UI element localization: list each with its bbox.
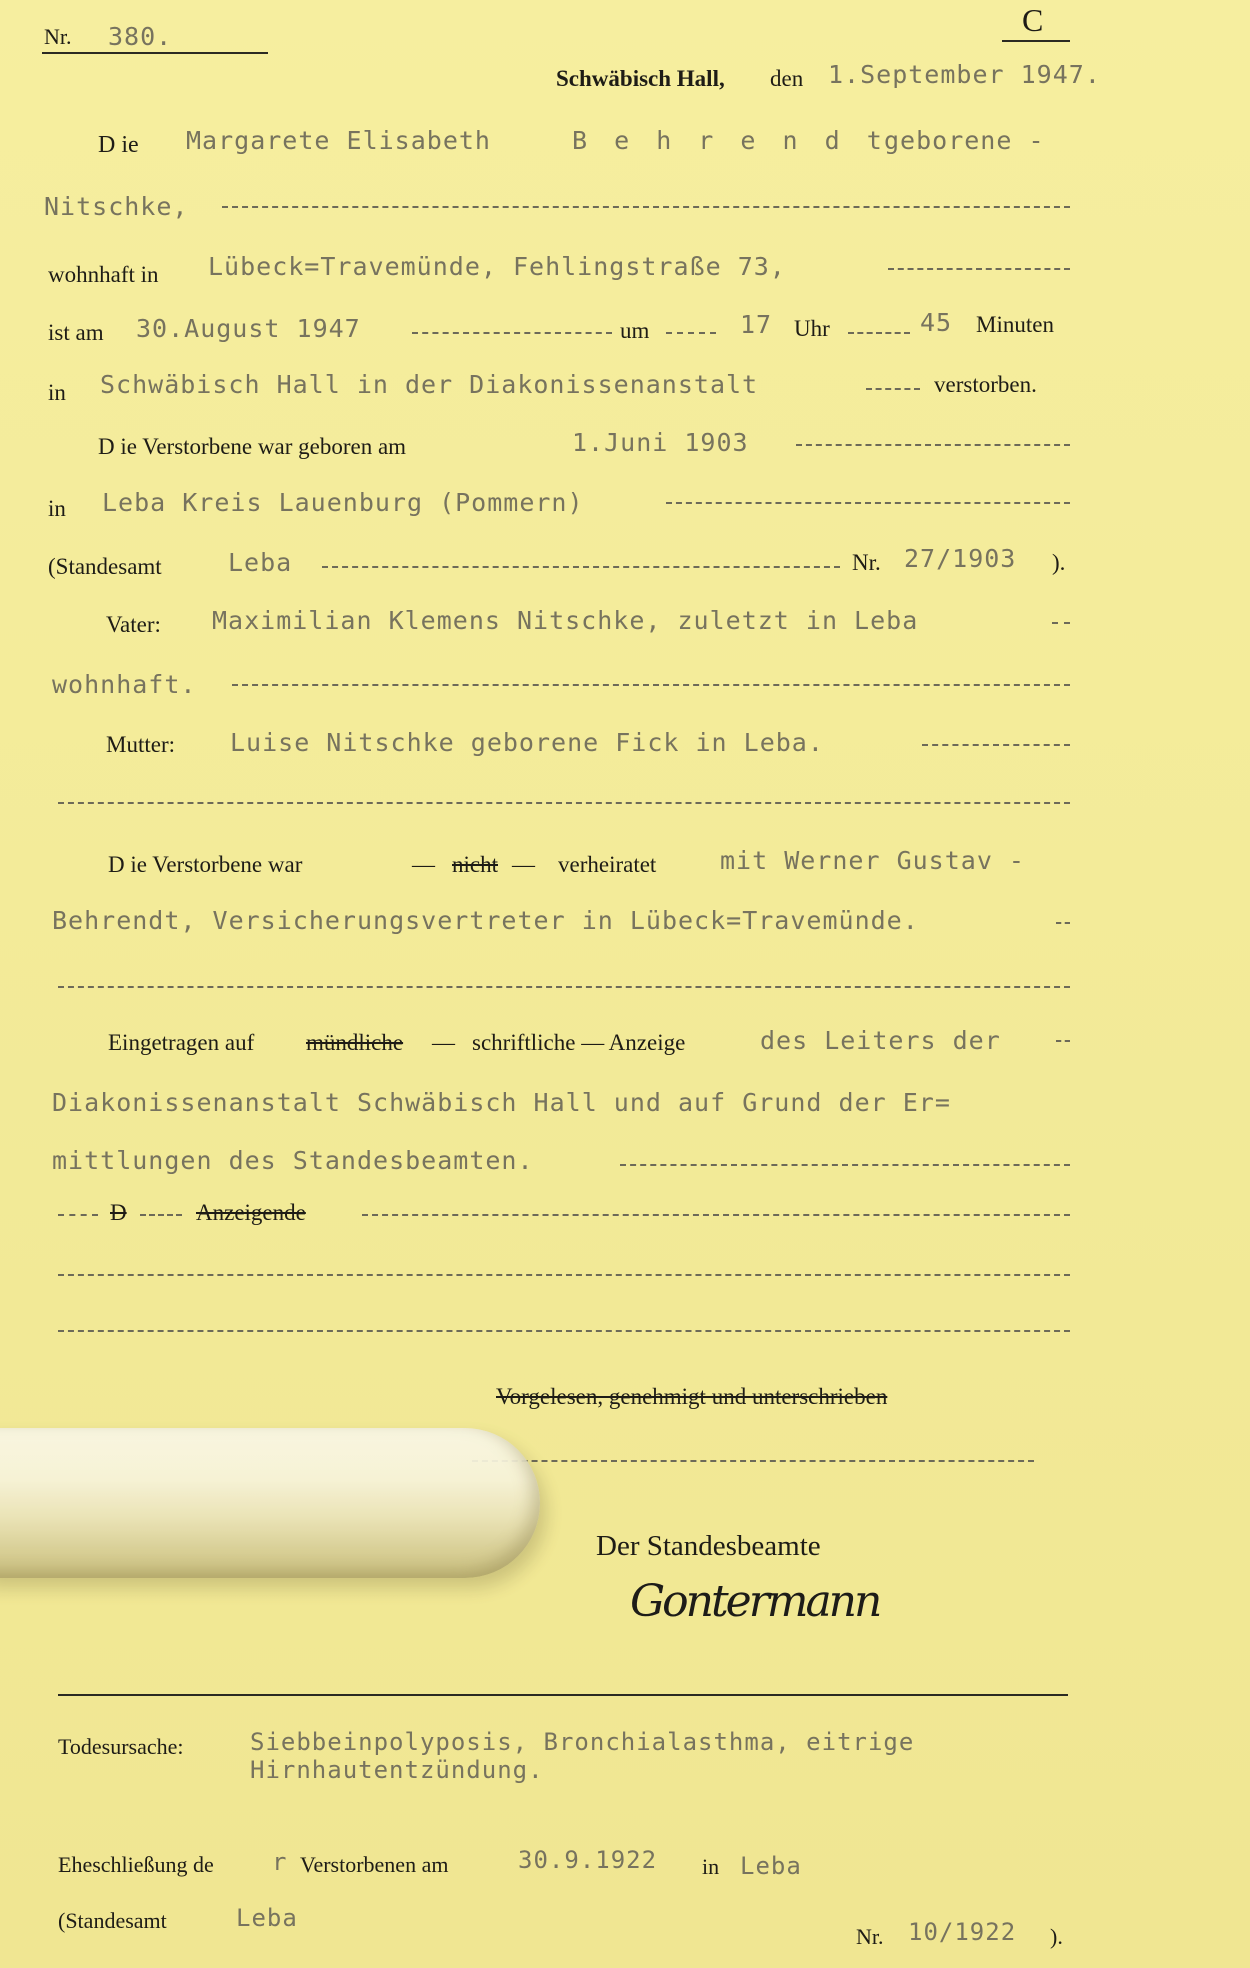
fill-dashes bbox=[362, 1214, 1070, 1216]
married-dash: — bbox=[512, 852, 535, 877]
uhr-label: Uhr bbox=[794, 316, 830, 341]
fill-dashes bbox=[620, 1164, 1070, 1166]
fill-dashes bbox=[140, 1214, 182, 1216]
birth-in-label: in bbox=[48, 496, 66, 521]
residence-label: wohnhaft in bbox=[48, 262, 159, 287]
fill-dashes bbox=[666, 502, 1070, 504]
fill-dashes bbox=[888, 268, 1070, 270]
fill-dashes bbox=[848, 332, 910, 334]
father-residence: wohnhaft. bbox=[52, 670, 197, 699]
marriage-place: Leba bbox=[740, 1852, 802, 1880]
birth-date: 1.Juni 1903 bbox=[572, 428, 749, 457]
glass-tube-object bbox=[0, 1428, 540, 1578]
birth-registry-label: (Standesamt bbox=[48, 554, 162, 579]
fill-dashes bbox=[796, 444, 1070, 446]
vorgelesen-struck: Vorgelesen, genehmigt und unterschrieben bbox=[496, 1384, 888, 1409]
fill-dashes bbox=[222, 206, 1070, 208]
death-date-label: ist am bbox=[48, 320, 104, 345]
corner-letter: C bbox=[1022, 2, 1044, 38]
corner-underline bbox=[1002, 40, 1070, 42]
birth-nr-label: Nr. bbox=[852, 550, 881, 575]
fill-dashes bbox=[58, 1330, 1070, 1332]
reporter-end: mittlungen des Standesbeamten. bbox=[52, 1146, 534, 1175]
fill-dashes bbox=[58, 1214, 98, 1216]
father-value: Maximilian Klemens Nitschke, zuletzt in Leba bbox=[212, 606, 919, 635]
eingetragen-dash: — bbox=[432, 1030, 455, 1055]
death-place: Schwäbisch Hall in der Diakonissenanstalt bbox=[100, 370, 759, 399]
fill-dashes bbox=[412, 332, 612, 334]
place-in-label: in bbox=[48, 380, 66, 405]
schriftliche-label: schriftliche — Anzeige bbox=[472, 1030, 686, 1055]
d-struck: D bbox=[110, 1200, 127, 1225]
married-label: D ie Verstorbene war bbox=[108, 852, 303, 877]
line1-prefix: D ie bbox=[98, 132, 139, 158]
nicht-struck: nicht bbox=[452, 852, 498, 877]
birth-place: Leba Kreis Lauenburg (Pommern) bbox=[102, 488, 584, 517]
fill-dashes bbox=[922, 744, 1070, 746]
fill-dashes bbox=[866, 388, 920, 390]
eingetragen-label: Eingetragen auf bbox=[108, 1030, 255, 1055]
married-dash: — bbox=[412, 852, 435, 877]
anzeigende-struck: Anzeigende bbox=[196, 1200, 306, 1225]
nr-label: Nr. bbox=[44, 24, 72, 49]
fill-dashes bbox=[1052, 622, 1070, 624]
verheiratet-label: verheiratet bbox=[558, 852, 657, 877]
fill-dashes bbox=[1056, 922, 1070, 924]
birth-nr: 27/1903 bbox=[904, 544, 1017, 573]
marriage-registry: Leba bbox=[236, 1904, 298, 1932]
marriage-date: 30.9.1922 bbox=[518, 1846, 658, 1874]
marriage-nr-label: Nr. bbox=[856, 1924, 884, 1949]
um-label: um bbox=[620, 318, 650, 343]
signature-line-dashed bbox=[472, 1460, 1034, 1462]
standesbeamte-label: Der Standesbeamte bbox=[596, 1530, 821, 1562]
mother-label: Mutter: bbox=[106, 732, 175, 757]
birth-label: D ie Verstorbene war geboren am bbox=[98, 434, 407, 459]
geborene-text: geborene - bbox=[884, 126, 1045, 155]
birth-registry: Leba bbox=[228, 548, 293, 577]
father-label: Vater: bbox=[106, 612, 161, 637]
place: Schwäbisch Hall, bbox=[556, 66, 725, 91]
cause-of-death-label: Todesursache: bbox=[58, 1734, 184, 1759]
death-date: 30.August 1947 bbox=[136, 314, 361, 343]
nr-value: 380. bbox=[108, 22, 173, 51]
death-hour: 17 bbox=[740, 310, 773, 339]
verstorben-label: verstorben. bbox=[934, 372, 1037, 397]
reporter-value: des Leiters der bbox=[760, 1026, 1001, 1055]
maiden-name: Nitschke, bbox=[44, 192, 189, 221]
cause-of-death-line2: Hirnhautentzündung. bbox=[250, 1756, 544, 1784]
birth-nr-close: ). bbox=[1052, 550, 1066, 575]
spouse-occupation: Behrendt, Versicherungsvertreter in Lübeck=Travemünde. bbox=[52, 906, 919, 935]
deceased-given-names: Margarete Elisabeth bbox=[186, 126, 491, 155]
muendliche-struck: mündliche bbox=[306, 1030, 404, 1055]
spouse-value: mit Werner Gustav - bbox=[720, 846, 1025, 875]
den-label: den bbox=[770, 66, 804, 91]
mother-value: Luise Nitschke geborene Fick in Leba. bbox=[230, 728, 824, 757]
fill-dashes bbox=[58, 1274, 1070, 1276]
register-date: 1.September 1947. bbox=[828, 60, 1101, 89]
fill-dashes bbox=[322, 566, 840, 568]
fill-dashes bbox=[666, 332, 716, 334]
marriage-mid-label: Verstorbenen am bbox=[300, 1852, 449, 1877]
marriage-label: Eheschließung de bbox=[58, 1852, 214, 1877]
section-separator bbox=[58, 1694, 1068, 1696]
marriage-nr: 10/1922 bbox=[908, 1918, 1017, 1946]
registrar-signature: Gontermann bbox=[630, 1576, 880, 1627]
residence-value: Lübeck=Travemünde, Fehlingstraße 73, bbox=[208, 252, 786, 281]
deceased-surname: B e h r e n d t bbox=[572, 126, 888, 155]
reporter-continued: Diakonissenanstalt Schwäbisch Hall und auf Grund der Er= bbox=[52, 1088, 951, 1117]
marriage-nr-close: ). bbox=[1050, 1924, 1063, 1949]
death-minutes: 45 bbox=[920, 308, 953, 337]
cause-of-death-line1: Siebbeinpolyposis, Bronchialasthma, eitrige bbox=[250, 1728, 915, 1756]
fill-dashes bbox=[58, 986, 1070, 988]
marriage-registry-label: (Standesamt bbox=[58, 1908, 167, 1933]
fill-dashes bbox=[232, 684, 1070, 686]
minuten-label: Minuten bbox=[976, 312, 1054, 337]
nr-underline bbox=[42, 52, 268, 54]
marriage-in-label: in bbox=[702, 1854, 720, 1879]
fill-dashes bbox=[1056, 1040, 1070, 1042]
marriage-r: r bbox=[272, 1848, 288, 1876]
fill-dashes bbox=[58, 802, 1070, 804]
